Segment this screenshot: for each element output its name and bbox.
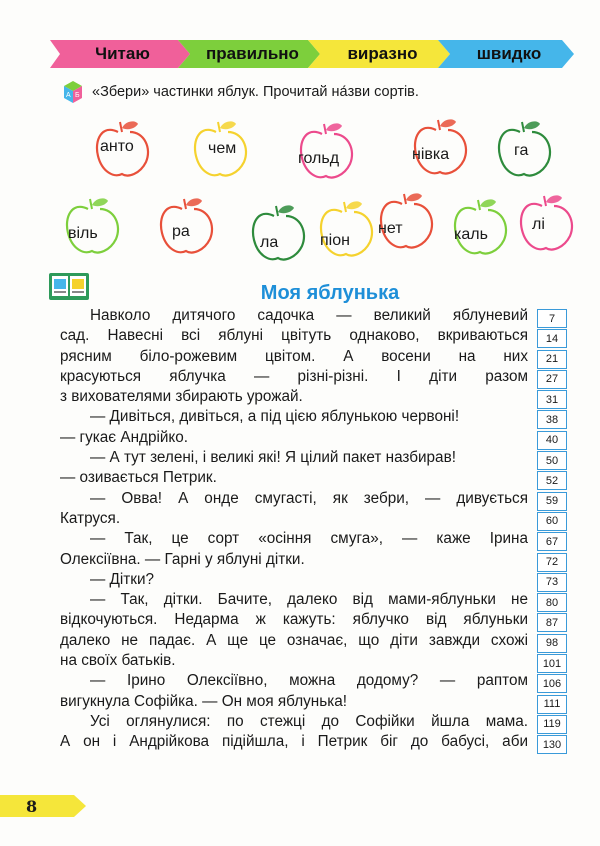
word-count-box: 31 [537, 390, 567, 409]
apple-piece [376, 190, 440, 254]
story-line: — озивається Петрик. [60, 469, 217, 487]
apple-piece [316, 198, 380, 262]
story-line: красуються яблучка — різні-різні. І діти разом [60, 367, 528, 385]
story-line: рясним біло-рожевим цвітом. А восени на них [60, 347, 528, 365]
story-line: далеко не падає. А ще це означає, що діти завжди схожі [60, 631, 528, 649]
story-line: Усі оглянулися: по стежці до Софійки йшла мама. [90, 712, 528, 730]
svg-text:А: А [66, 92, 71, 99]
banner-word-read: Читаю [95, 44, 150, 63]
apple-syllable: нівка [412, 146, 450, 163]
story-line: сад. Навесні всі яблуні цвітуть однаково, вкриваються [60, 327, 528, 345]
word-count-box: 87 [537, 613, 567, 632]
word-count-box: 40 [537, 431, 567, 450]
cube-icon [60, 80, 86, 104]
word-count-box: 101 [537, 654, 567, 673]
story-title: Моя яблунька [260, 282, 400, 304]
apple-syllable: чем [208, 140, 237, 157]
word-count-box: 98 [537, 634, 567, 653]
svg-text:Б: Б [75, 92, 80, 99]
page-number-tab [0, 795, 86, 817]
story-line: Катруся. [60, 509, 121, 527]
word-count-box: 21 [537, 350, 567, 369]
word-count-box: 59 [537, 492, 567, 511]
word-count-box: 27 [537, 370, 567, 389]
apple-syllable: анто [100, 138, 134, 155]
story-text [60, 306, 528, 753]
word-count-box: 106 [537, 674, 567, 693]
story-line: — Ірино Олексіївно, можна додому? — раптом [90, 672, 528, 690]
story-line: вигукнула Софійка. — Он моя яблунька! [60, 692, 347, 710]
apple-piece [450, 196, 514, 260]
apple-syllable: нет [378, 220, 403, 237]
apple-piece [410, 116, 474, 180]
apple-syllable: каль [454, 226, 488, 243]
apple-syllable: піон [320, 232, 350, 249]
apple-syllable: віль [68, 225, 98, 242]
word-count-box: 38 [537, 410, 567, 429]
task-instruction [60, 80, 419, 104]
story-line: відкочуються. Недарма ж кажуть: яблучко від яблуньки [60, 611, 528, 629]
story-line: Олексіївна. — Гарні у яблуні дітки. [60, 550, 305, 568]
banner-word-correctly: правильно [206, 44, 299, 63]
word-count-box: 7 [537, 309, 567, 328]
banner-word-quickly: швидко [476, 44, 542, 63]
apple-outline-icon [248, 202, 312, 266]
word-count-box: 50 [537, 451, 567, 470]
story-line: — Дітки? [90, 570, 155, 588]
page-number: 8 [26, 797, 38, 816]
apple-piece [92, 118, 156, 182]
word-count-column [537, 309, 567, 756]
word-count-box: 130 [537, 735, 567, 754]
word-count-box: 14 [537, 329, 567, 348]
apple-syllable: ла [260, 234, 279, 251]
apple-piece [296, 120, 360, 184]
apple-syllable: ра [172, 223, 190, 240]
word-count-box: 72 [537, 553, 567, 572]
apple-syllable: га [514, 142, 529, 159]
apple-syllable: лі [532, 216, 545, 233]
story-line: — Так, дітки. Бачите, далеко від мами-яблуньки не [90, 591, 528, 609]
apple-outline-icon [316, 198, 380, 262]
story-line: — гукає Андрійко. [60, 428, 189, 446]
word-count-box: 67 [537, 532, 567, 551]
word-count-box: 60 [537, 512, 567, 531]
story-line: А он і Андрійкова підійшла, і Петрик біг до бабусі, аби [60, 733, 528, 751]
story-line: — Дивіться, дивіться, а під цією яблунькою червоні! [90, 408, 460, 426]
story-line: — Овва! А онде смугасті, як зебри, — дивується [90, 489, 528, 507]
word-count-box: 119 [537, 715, 567, 734]
reading-banner [50, 40, 574, 68]
word-count-box: 52 [537, 471, 567, 490]
apple-piece [190, 118, 254, 182]
apple-piece [516, 192, 580, 256]
apple-outline-icon [516, 192, 580, 256]
task-text: «Збери» частинки яблук. Прочитай на́зви сортів. [92, 84, 419, 100]
story-line: Навколо дитячого садочка — великий яблуневий [90, 307, 528, 324]
word-count-box: 73 [537, 573, 567, 592]
apple-syllable: гольд [298, 150, 340, 167]
apple-piece [248, 202, 312, 266]
apple-piece [494, 118, 558, 182]
story-line: — Так, це сорт «осіння смуга», — каже Ірина [90, 530, 528, 548]
word-count-box: 111 [537, 695, 567, 714]
story-line: з вихователями збирають урожай. [60, 388, 303, 406]
banner-word-expressively: виразно [347, 44, 418, 63]
apple-piece [156, 195, 220, 259]
apple-piece [62, 195, 126, 259]
story-line: — А тут зелені, і великі які! Я цілий пакет назбирав! [90, 449, 456, 467]
story-line: на своїх батьків. [60, 652, 176, 670]
word-count-box: 80 [537, 593, 567, 612]
